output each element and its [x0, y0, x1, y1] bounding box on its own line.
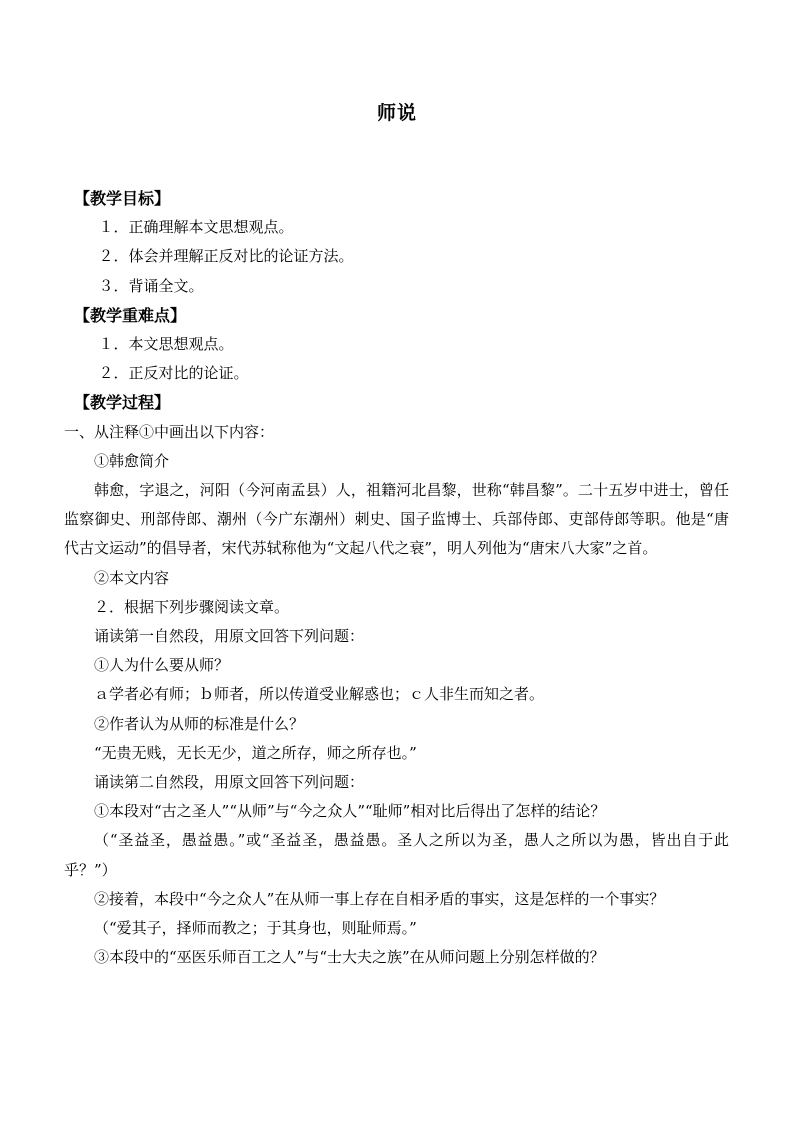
section-heading-process: 【教学过程】: [74, 393, 171, 413]
question: ③本段中的“巫医乐师百工之人”与“士大夫之族”在从师问题上分别怎样做的？: [94, 948, 605, 967]
answer: （“圣益圣，愚益愚。”或“圣益圣，愚益愚。圣人之所以为圣，愚人之所以为愚，皆出自于此乎？”）: [64, 831, 729, 879]
process-step-heading: 一、从注释①中画出以下内容：: [64, 422, 275, 441]
question: ②作者认为从师的标准是什么？: [94, 714, 305, 733]
objective-item: ２．体会并理解正反对比的论证方法。: [98, 247, 354, 266]
question: ②接着，本段中“今之众人”在从师一事上存在自相矛盾的事实，这是怎样的一个事实？: [94, 889, 665, 908]
key-point-item: ２．正反对比的论证。: [98, 364, 249, 383]
paragraph: ２．根据下列步骤阅读文章。: [94, 597, 290, 616]
paragraph: ①韩愈简介: [94, 451, 170, 470]
paragraph: 诵读第一自然段，用原文回答下列问题：: [94, 627, 365, 646]
author-bio-paragraph: 韩愈，字退之，河阳（今河南孟县）人，祖籍河北昌黎，世称“韩昌黎”。二十五岁中进士，曾任监察御史、刑部侍郎、潮州（今广东潮州）刺史、国子监博士、兵部侍郎、吏部侍郎等职。他是“唐代古文运动”的倡导者，宋代苏轼称他为“文起八代之衰”，明人列他为“唐宋八大家”之首。: [64, 481, 729, 558]
answer: ａ学者必有师；ｂ师者，所以传道受业解惑也；ｃ人非生而知之者。: [94, 685, 545, 704]
objective-item: １．正确理解本文思想观点。: [98, 218, 294, 237]
answer: “无贵无贱，无长无少，道之所存，师之所存也。”: [94, 743, 417, 762]
document-body: [64, 184, 729, 972]
paragraph: ②本文内容: [94, 568, 170, 587]
question: ①本段对“古之圣人”“从师”与“今之众人”“耻师”相对比后得出了怎样的结论？: [94, 802, 606, 821]
section-heading-key-points: 【教学重难点】: [74, 305, 187, 325]
objective-item: ３．背诵全文。: [98, 276, 204, 295]
page-title: 师说: [376, 102, 417, 124]
section-heading-objectives: 【教学目标】: [74, 189, 171, 208]
answer: （“爱其子，择师而教之；于其身也，则耻师焉。”: [94, 919, 417, 938]
question: ①人为什么要从师？: [94, 656, 230, 675]
paragraph: 诵读第二自然段，用原文回答下列问题：: [94, 773, 365, 792]
key-point-item: １．本文思想观点。: [98, 335, 234, 354]
